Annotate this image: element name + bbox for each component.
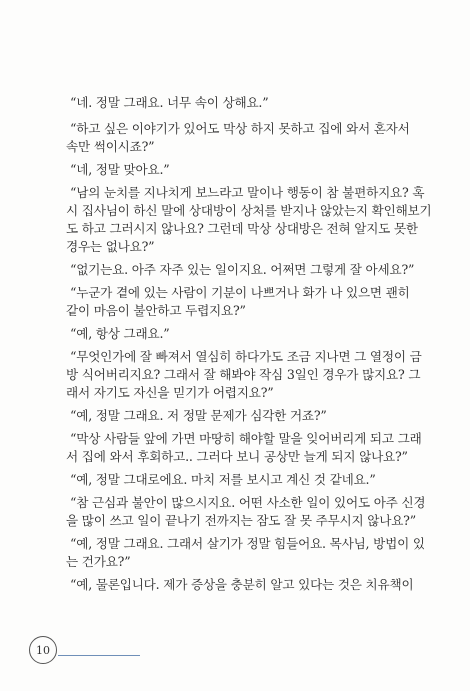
text-line: 경우는 없나요?”: [66, 239, 155, 254]
text-line: “누군가 곁에 있는 사람이 기분이 나쁘거나 화가 나 있으면 괜히: [70, 285, 410, 300]
page-number-label: 10: [36, 643, 50, 657]
text-line: “네. 정말 그래요. 너무 속이 상해요.”: [70, 95, 269, 110]
text-line: 도 하고 그러시지 않나요? 그런데 막상 상대방은 전혀 알지도 못한: [66, 221, 418, 236]
text-line: “예, 항상 그래요.”: [70, 326, 170, 341]
text-line: 서 집에 와서 후회하고.. 그러다 보니 공상만 늘게 되지 않나요?”: [66, 449, 408, 464]
text-line: “남의 눈치를 지나치게 보느라고 말이나 행동이 참 불편하지요? 혹: [70, 185, 425, 200]
text-line: 는 건가요?”: [66, 554, 131, 569]
text-line: “예, 정말 그래요. 그래서 살기가 정말 힘들어요. 목사님, 방법이 있: [70, 536, 425, 551]
text-line: “하고 싶은 이야기가 있어도 막상 하지 못하고 집에 와서 혼자서: [70, 121, 410, 136]
text-line: “예, 정말 그래요. 저 정말 문제가 심각한 거죠?”: [70, 408, 327, 423]
text-line: “참 근심과 불안이 많으시지요. 어떤 사소한 일이 있어도 아주 신경: [70, 495, 426, 510]
text-line: “없기는요. 아주 자주 있는 일이지요. 어쩌면 그렇게 잘 아세요?”: [70, 262, 415, 277]
text-line: “무엇인가에 잘 빠져서 열심히 하다가도 조금 지나면 그 열정이 금: [70, 349, 422, 364]
text-line: 같이 마음이 불안하고 두렵지요?”: [66, 303, 246, 318]
text-line: 방 식어버리지요? 그래서 잘 해봐야 작심 3일인 경우가 많지요? 그: [66, 367, 421, 382]
text-line: 을 많이 쓰고 일이 끝나기 전까지는 잠도 잘 못 주무시지 않나요?”: [66, 513, 416, 528]
text-line: 래서 자기도 자신을 믿기가 어렵지요?”: [66, 385, 274, 400]
page-number: [29, 636, 57, 664]
text-line: “막상 사람들 앞에 가면 마땅히 해야할 말을 잊어버리게 되고 그래: [70, 431, 422, 446]
page-number-rule: [58, 655, 140, 656]
text-line: “네, 정말 맞아요.”: [70, 162, 170, 177]
text-line: “예, 물론입니다. 제가 증상을 충분히 알고 있다는 것은 치유책이: [70, 577, 414, 592]
text-line: “예, 정말 그대로에요. 마치 저를 보시고 계신 것 같네요.”: [70, 472, 376, 487]
text-line: 속만 썩이시죠?”: [66, 139, 155, 154]
text-line: 시 집사님이 하신 말에 상대방이 상처를 받지나 않았는지 확인해보기: [66, 203, 432, 218]
